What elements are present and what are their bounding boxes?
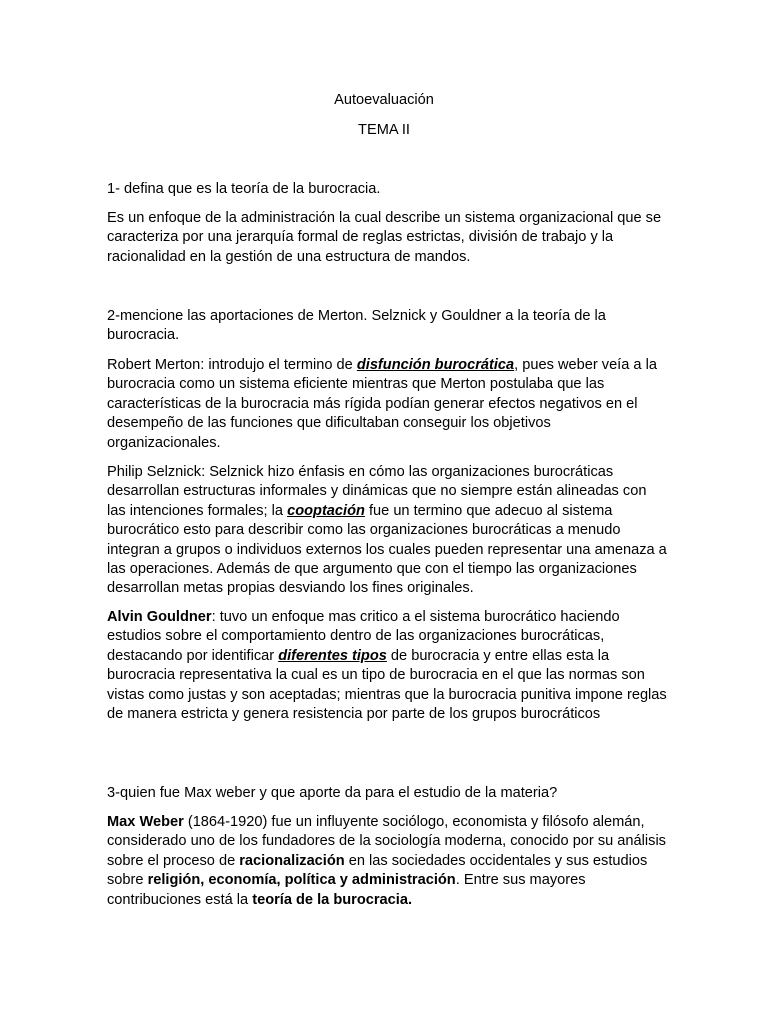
answer-2-selznick bbox=[107, 463, 667, 599]
weber-text-1: (1864-1920) fue un influyente sociólogo, economista y filósofo alemán, considerado uno de los fundadores de la sociología moderna, conocido por su análisis sobre el proceso de bbox=[107, 814, 666, 869]
answer-1: Es un enfoque de la administración la cual describe un sistema organizacional que se caracteriza por una jerarquía formal de reglas estrictas, división de trabajo y la racionalidad en la gestión de una estructura de mandos. bbox=[107, 210, 662, 265]
question-2: 2-mencione las aportaciones de Merton. Selznick y Gouldner a la teoría de la burocracia. bbox=[107, 308, 606, 344]
selznick-text: fue un termino que adecuo al sistema burocrático esto para describir como las organizaciones burocráticas a menudo integran a grupos o individuos externos los cuales pueden representar una amenaza a las operaciones. Además de que argumento que con el tiempo las organizaciones desarrollan metas propias desviando los fines originales. bbox=[107, 502, 667, 597]
merton-text: , pues weber veía a la burocracia como un sistema eficiente mientras que Merton postulaba que las características de la burocracia más rígida podían generar efectos negativos en el desempeño de las funciones que dificultaban conseguir los objetivos organizacionales. bbox=[107, 357, 657, 451]
document-subtitle: TEMA II bbox=[358, 122, 410, 138]
selznick-term: cooptación bbox=[287, 502, 365, 519]
answer-3 bbox=[107, 813, 667, 910]
weber-bold-3: teoría de la burocracia. bbox=[252, 891, 413, 908]
weber-text-3: . Entre sus mayores contribuciones está la bbox=[107, 872, 586, 908]
merton-term: disfunción burocrática bbox=[356, 357, 515, 373]
question-1: 1- defina que es la teoría de la burocracia. bbox=[107, 181, 381, 197]
gouldner-text: de burocracia y entre ellas esta la burocracia representativa la cual es un tipo de burocracia en el que las normas son vistas como justas y son aceptadas; mientras que la burocracia punitiva impone reglas de manera estricta y genera resistencia por parte de los grupos burocráticos bbox=[107, 647, 667, 723]
gouldner-name: Alvin Gouldner bbox=[107, 609, 212, 625]
weber-bold-2: religión, economía, política y administración bbox=[147, 872, 456, 889]
gouldner-term: diferentes tipos bbox=[278, 647, 387, 664]
document-title: Autoevaluación bbox=[334, 92, 434, 108]
gouldner-intro: : tuvo un enfoque mas critico a el sistema burocrático haciendo estudios sobre el comportamiento dentro de las organizaciones burocráticas, destacando por identificar bbox=[107, 609, 620, 664]
weber-bold-1: racionalización bbox=[239, 852, 345, 869]
answer-2-gouldner bbox=[107, 608, 667, 724]
answer-2-merton bbox=[107, 356, 667, 453]
weber-text-2: en las sociedades occidentales y sus estudios sobre bbox=[107, 852, 648, 889]
question-3: 3-quien fue Max weber y que aporte da para el estudio de la materia? bbox=[107, 785, 558, 801]
weber-name: Max Weber bbox=[107, 814, 184, 830]
merton-intro: Robert Merton: introdujo el termino de bbox=[107, 357, 357, 373]
selznick-intro: Philip Selznick: Selznick hizo énfasis en cómo las organizaciones burocráticas desarrollan estructuras informales y dinámicas que no siempre están alineadas con las intenciones formales; la bbox=[107, 464, 647, 519]
